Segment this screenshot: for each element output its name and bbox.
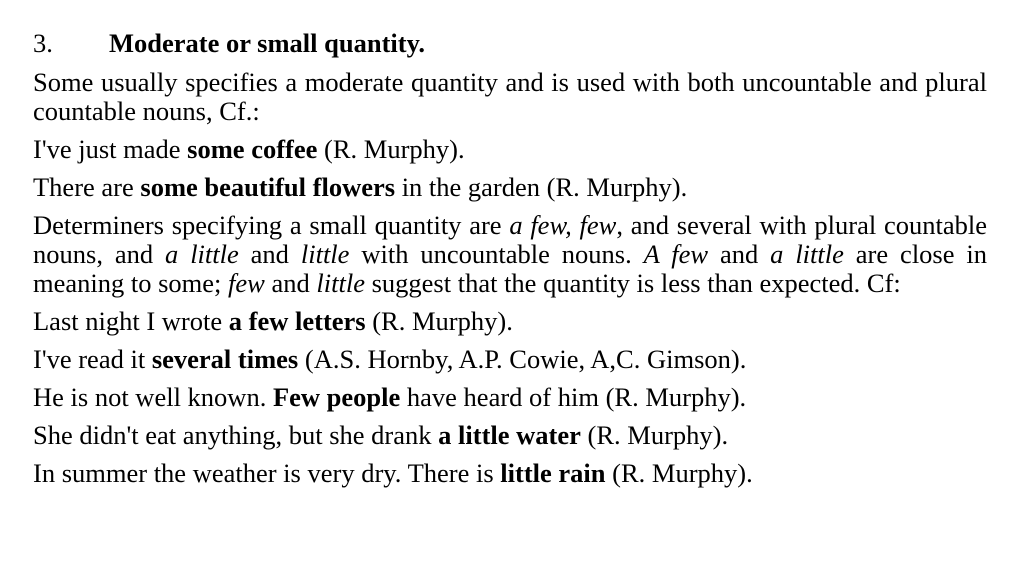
example-few-letters bbox=[33, 307, 987, 336]
italic-term: A few bbox=[643, 239, 709, 269]
example-highlight: Few people bbox=[272, 382, 401, 412]
paragraph-text: and bbox=[708, 239, 771, 269]
section-title: Moderate or small quantity. bbox=[109, 28, 426, 58]
example-highlight: a few letters bbox=[228, 306, 366, 336]
example-some-coffee bbox=[33, 135, 987, 164]
paragraph-text: suggest that the quantity is less than expected. Cf: bbox=[364, 268, 901, 298]
paragraph-text: , and several with plural countable nouns, and bbox=[33, 210, 988, 269]
example-citation: (R. Murphy). bbox=[605, 458, 753, 488]
example-citation: (A.S. Hornby, A.P. Cowie, A,C. Gimson). bbox=[298, 344, 747, 374]
example-highlight: a little water bbox=[438, 420, 581, 450]
example-citation: have heard of him (R. Murphy). bbox=[400, 382, 747, 412]
example-text-before: He is not well known. bbox=[33, 382, 273, 412]
section-number: 3. bbox=[33, 28, 53, 58]
italic-term: a few, few bbox=[509, 210, 617, 240]
italic-term: few bbox=[228, 268, 265, 298]
example-text-before: Last night I wrote bbox=[33, 306, 229, 336]
italic-term: a little bbox=[770, 239, 844, 269]
document-page bbox=[33, 27, 987, 497]
example-text-before: She didn't eat anything, but she drank bbox=[33, 420, 439, 450]
example-some-flowers bbox=[33, 173, 987, 202]
paragraph-text: and bbox=[264, 268, 317, 298]
example-several-times bbox=[33, 345, 987, 374]
example-highlight: some coffee bbox=[187, 134, 318, 164]
example-little-water bbox=[33, 421, 987, 450]
section-heading bbox=[33, 27, 987, 59]
example-few-people bbox=[33, 383, 987, 412]
example-citation: (R. Murphy). bbox=[580, 420, 729, 450]
paragraph-some: Some usually specifies a moderate quantity and is used with both uncountable and plural countable nouns, Cf.: bbox=[33, 67, 987, 126]
paragraph-text: and bbox=[238, 239, 301, 269]
example-highlight: little rain bbox=[500, 458, 606, 488]
example-highlight: several times bbox=[151, 344, 299, 374]
paragraph-text: Determiners specifying a small quantity are bbox=[33, 210, 510, 240]
italic-term: little bbox=[300, 239, 350, 269]
paragraph-text: are close in meaning to some; bbox=[33, 239, 988, 298]
example-citation: (R. Murphy). bbox=[317, 134, 465, 164]
example-text-before: In summer the weather is very dry. There is bbox=[33, 458, 501, 488]
paragraph-text: with uncountable nouns. bbox=[349, 239, 644, 269]
example-text-before: I've just made bbox=[33, 134, 188, 164]
italic-term: little bbox=[316, 268, 365, 298]
paragraph-determiners bbox=[33, 211, 987, 298]
example-citation: (R. Murphy). bbox=[365, 306, 513, 336]
example-little-rain bbox=[33, 459, 987, 488]
example-highlight: some beautiful flowers bbox=[140, 172, 396, 202]
example-text-before: I've read it bbox=[33, 344, 152, 374]
example-citation: in the garden (R. Murphy). bbox=[395, 172, 688, 202]
example-text-before: There are bbox=[33, 172, 141, 202]
italic-term: a little bbox=[165, 239, 239, 269]
